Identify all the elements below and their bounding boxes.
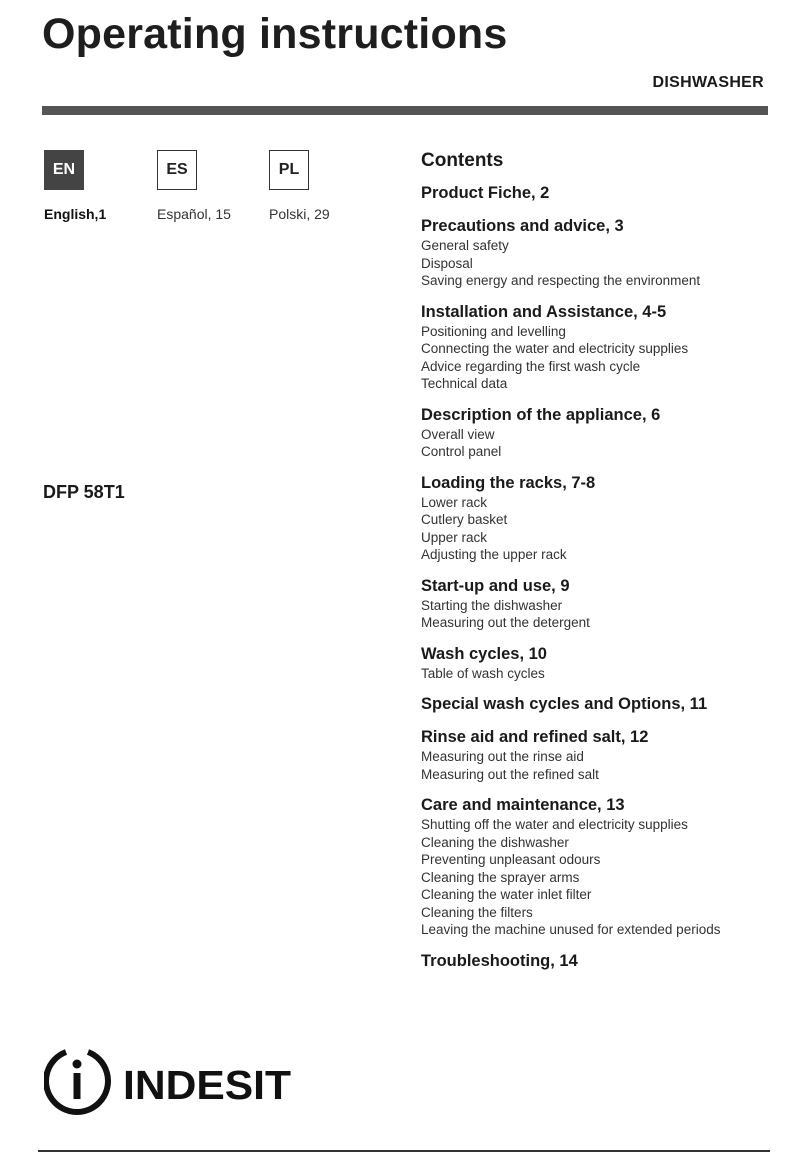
section-title[interactable]: Loading the racks, 7-8 — [421, 473, 596, 492]
section-item[interactable]: Connecting the water and electricity supplies — [421, 341, 689, 356]
contents-section — [421, 301, 791, 393]
section-item[interactable]: Positioning and levelling — [421, 323, 566, 339]
contents-section — [421, 215, 791, 290]
language-code-box: PL — [269, 150, 309, 190]
section-item[interactable]: Upper rack — [421, 529, 488, 545]
section-item[interactable]: Saving energy and respecting the environment — [421, 273, 701, 288]
section-item[interactable]: Technical data — [421, 376, 508, 391]
section-item[interactable]: Cleaning the sprayer arms — [421, 869, 580, 885]
section-item[interactable]: General safety — [421, 238, 509, 253]
section-title[interactable]: Care and maintenance, 13 — [421, 796, 625, 814]
section-title[interactable]: Product Fiche, 2 — [421, 184, 550, 202]
section-item[interactable]: Cutlery basket — [421, 512, 508, 527]
contents-heading: Contents — [421, 150, 504, 171]
language-label: English,1 — [44, 206, 107, 222]
contents-section — [421, 404, 791, 461]
contents-section — [421, 726, 791, 783]
contents-section — [421, 794, 791, 939]
model-number: DFP 58T1 — [43, 482, 125, 502]
contents-section — [421, 182, 791, 204]
section-title[interactable]: Rinse aid and refined salt, 12 — [421, 728, 649, 746]
contents-section — [421, 472, 791, 564]
section-title[interactable]: Troubleshooting, 14 — [421, 951, 578, 970]
section-item[interactable]: Advice regarding the first wash cycle — [421, 358, 641, 374]
section-title[interactable]: Installation and Assistance, 4-5 — [421, 302, 667, 321]
section-item[interactable]: Cleaning the dishwasher — [421, 834, 569, 850]
language-label: Español, 15 — [157, 206, 231, 222]
footer-divider — [38, 1150, 770, 1152]
section-title[interactable]: Precautions and advice, 3 — [421, 217, 624, 235]
table-of-contents — [421, 148, 791, 983]
language-pl[interactable] — [269, 150, 369, 222]
language-code-box: ES — [157, 150, 197, 190]
section-item[interactable]: Shutting off the water and electricity supplies — [421, 817, 688, 832]
language-code-box: EN — [44, 150, 84, 190]
contents-section — [421, 950, 791, 972]
contents-section — [421, 575, 791, 632]
section-item[interactable]: Preventing unpleasant odours — [421, 852, 601, 867]
section-title[interactable]: Special wash cycles and Options, 11 — [421, 695, 708, 713]
section-item[interactable]: Leaving the machine unused for extended periods — [421, 922, 721, 937]
section-item[interactable]: Adjusting the upper rack — [421, 547, 567, 562]
section-item[interactable]: Disposal — [421, 255, 473, 271]
section-item[interactable]: Cleaning the filters — [421, 904, 533, 920]
header-divider — [42, 106, 768, 115]
section-item[interactable]: Control panel — [421, 444, 502, 459]
section-title[interactable]: Description of the appliance, 6 — [421, 405, 661, 424]
section-item[interactable]: Table of wash cycles — [421, 665, 545, 681]
contents-section — [421, 643, 791, 683]
contents-section — [421, 693, 791, 715]
section-item[interactable]: Overall view — [421, 426, 495, 442]
language-es[interactable] — [157, 150, 257, 222]
page-title: Operating instructions — [42, 10, 508, 58]
language-en[interactable] — [44, 150, 144, 222]
language-label: Polski, 29 — [269, 206, 330, 222]
section-item[interactable]: Measuring out the refined salt — [421, 766, 599, 782]
product-type-label: DISHWASHER — [652, 74, 764, 91]
section-item[interactable]: Cleaning the water inlet filter — [421, 887, 592, 902]
section-item[interactable]: Measuring out the rinse aid — [421, 749, 584, 764]
logo-wordmark: INDESIT — [123, 1062, 291, 1108]
section-title[interactable]: Start-up and use, 9 — [421, 576, 570, 595]
brand-logo — [44, 1044, 304, 1116]
section-item[interactable]: Starting the dishwasher — [421, 597, 563, 613]
section-item[interactable]: Measuring out the detergent — [421, 615, 590, 630]
indesit-logo-icon — [44, 1044, 304, 1116]
section-title[interactable]: Wash cycles, 10 — [421, 644, 547, 663]
section-item[interactable]: Lower rack — [421, 494, 488, 510]
